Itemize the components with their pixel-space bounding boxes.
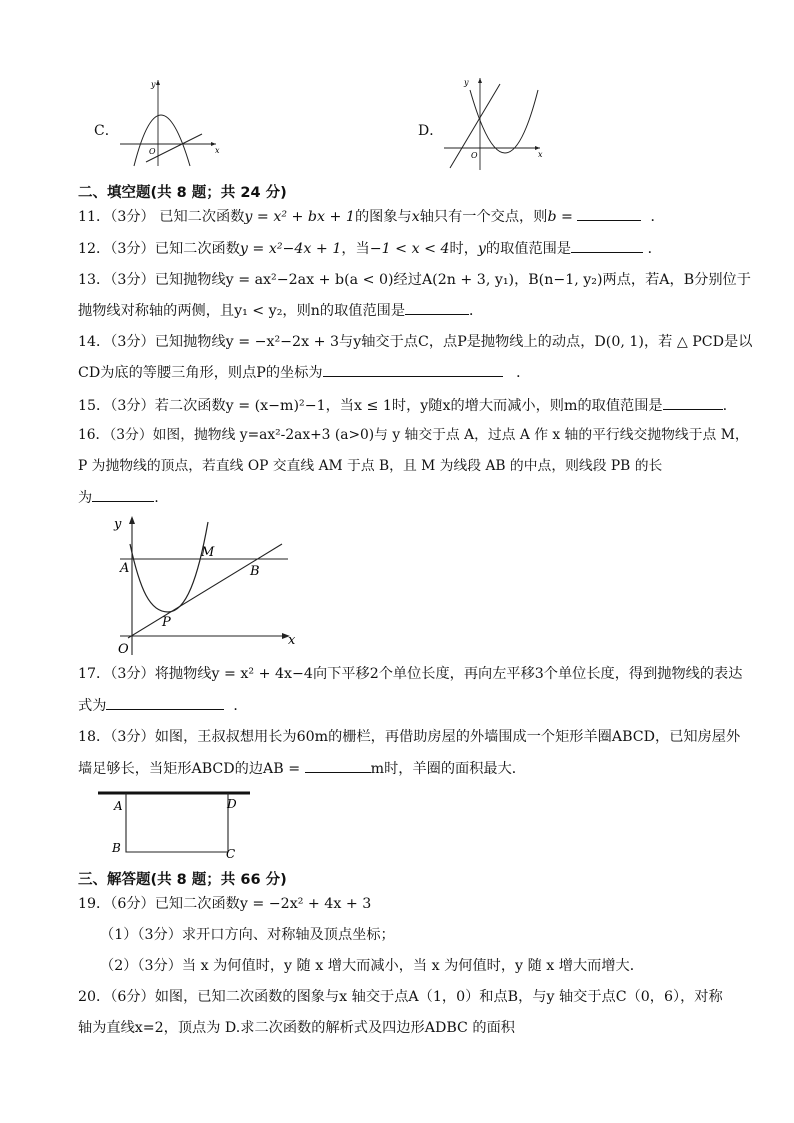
question-17-line-2: 式为 ． [78, 695, 248, 716]
q16-label-y: y [114, 517, 122, 532]
option-c-label: C． [94, 123, 119, 139]
q12-blank[interactable] [571, 238, 643, 253]
question-13-line-2: 抛物线对称轴的两侧，且y₁ < y₂，则n的取值范围是 ． [78, 300, 483, 321]
question-20-line-1: 20．（6分）如图，已知二次函数的图象与x 轴交于点A（1，0）和点B，与y 轴交于点C（0，6），对称 [78, 989, 723, 1005]
question-11: 11．（3分） 已知二次函数y = x² + bx + 1的图象与x轴只有一个交点，则b = ． [78, 206, 665, 227]
option-d-label: D． [418, 123, 444, 139]
question-16-line-3: 为 . [78, 487, 159, 508]
q11-blank[interactable] [577, 206, 641, 221]
question-14-line-1: 14．（3分）已知抛物线y = −x²−2x + 3与y轴交于点C，点P是抛物线上的动点，D(0, 1)，若 △ PCD是以 [78, 334, 753, 350]
question-15: 15．（3分）若二次函数y = (x−m)²−1，当x ≤ 1时，y随x的增大而减小，则m的取值范围是 . [78, 395, 727, 416]
option-d-graph [442, 72, 546, 172]
question-14-line-2: CD为底的等腰三角形，则点P的坐标为 ． [78, 362, 530, 383]
q15-blank[interactable] [663, 395, 723, 410]
q18-label-b: B [112, 841, 121, 855]
q18-label-d: D [227, 797, 237, 811]
question-16-line-1: 16．（3分）如图，抛物线 y=ax²-2ax+3 (a>0)与 y 轴交于点 A，过点 A 作 x 轴的平行线交抛物线于点 M， [78, 427, 749, 443]
question-19-sub-2: （2）（3分）当 x 为何值时，y 随 x 增大而减小，当 x 为何值时，y 随 x 增大而增大． [100, 958, 644, 974]
question-20-line-2: 轴为直线x=2，顶点为 D.求二次函数的解析式及四边形ADBC 的面积 [78, 1020, 515, 1036]
question-18-line-2: 墙足够长，当矩形ABCD的边AB = m时，羊圈的面积最大． [78, 758, 526, 779]
q13-blank[interactable] [405, 300, 469, 315]
c-origin: O [149, 147, 156, 156]
q14-blank[interactable] [323, 362, 503, 377]
question-12: 12．（3分）已知二次函数y = x²−4x + 1，当−1 < x < 4时，y的取值范围是 ． [78, 238, 662, 259]
question-17-line-1: 17．（3分）将抛物线y = x² + 4x−4向下平移2个单位长度，再向左平移3个单位长度，得到抛物线的表达 [78, 666, 743, 682]
q18-blank[interactable] [305, 758, 371, 773]
q16-label-o: O [118, 642, 129, 657]
section-2-title: 二、填空题(共 8 题；共 24 分) [78, 185, 287, 201]
section-3-title: 三、解答题(共 8 题；共 66 分) [78, 872, 287, 888]
d-origin: O [471, 151, 478, 160]
question-19-sub-1: （1）（3分）求开口方向、对称轴及顶点坐标； [100, 927, 395, 943]
q16-label-m: M [201, 545, 215, 560]
question-16-line-2: P 为抛物线的顶点，若直线 OP 交直线 AM 于点 B，且 M 为线段 AB 的中点，则线段 PB 的长 [78, 458, 663, 474]
c-x-label: x [215, 146, 220, 155]
q18-figure [94, 788, 254, 860]
d-y-label: y [464, 78, 469, 87]
q16-label-a: A [120, 561, 130, 576]
question-13-line-1: 13．（3分）已知抛物线y = ax²−2ax + b(a < 0)经过A(2n + 3, y₁)，B(n−1, y₂)两点，若A，B分别位于 [78, 272, 751, 288]
d-x-label: x [538, 150, 543, 159]
question-18-line-1: 18．（3分）如图，王叔叔想用长为60m的栅栏，再借助房屋的外墙围成一个矩形羊圈ABCD，已知房屋外 [78, 729, 741, 745]
q16-figure [110, 512, 300, 657]
q18-fence [126, 793, 228, 852]
option-c-graph [118, 76, 222, 168]
c-parabola [134, 115, 190, 166]
q17-blank[interactable] [106, 695, 224, 710]
q16-parabola [130, 522, 208, 612]
q16-label-b: B [250, 564, 260, 579]
q16-blank[interactable] [92, 487, 154, 502]
q16-label-p: P [162, 615, 171, 630]
q16-label-x: x [288, 633, 296, 648]
q18-label-c: C [226, 847, 236, 860]
question-19-line-1: 19．（6分）已知二次函数y = −2x² + 4x + 3 [78, 896, 372, 912]
c-y-label: y [151, 80, 156, 89]
q18-label-a: A [114, 799, 123, 813]
